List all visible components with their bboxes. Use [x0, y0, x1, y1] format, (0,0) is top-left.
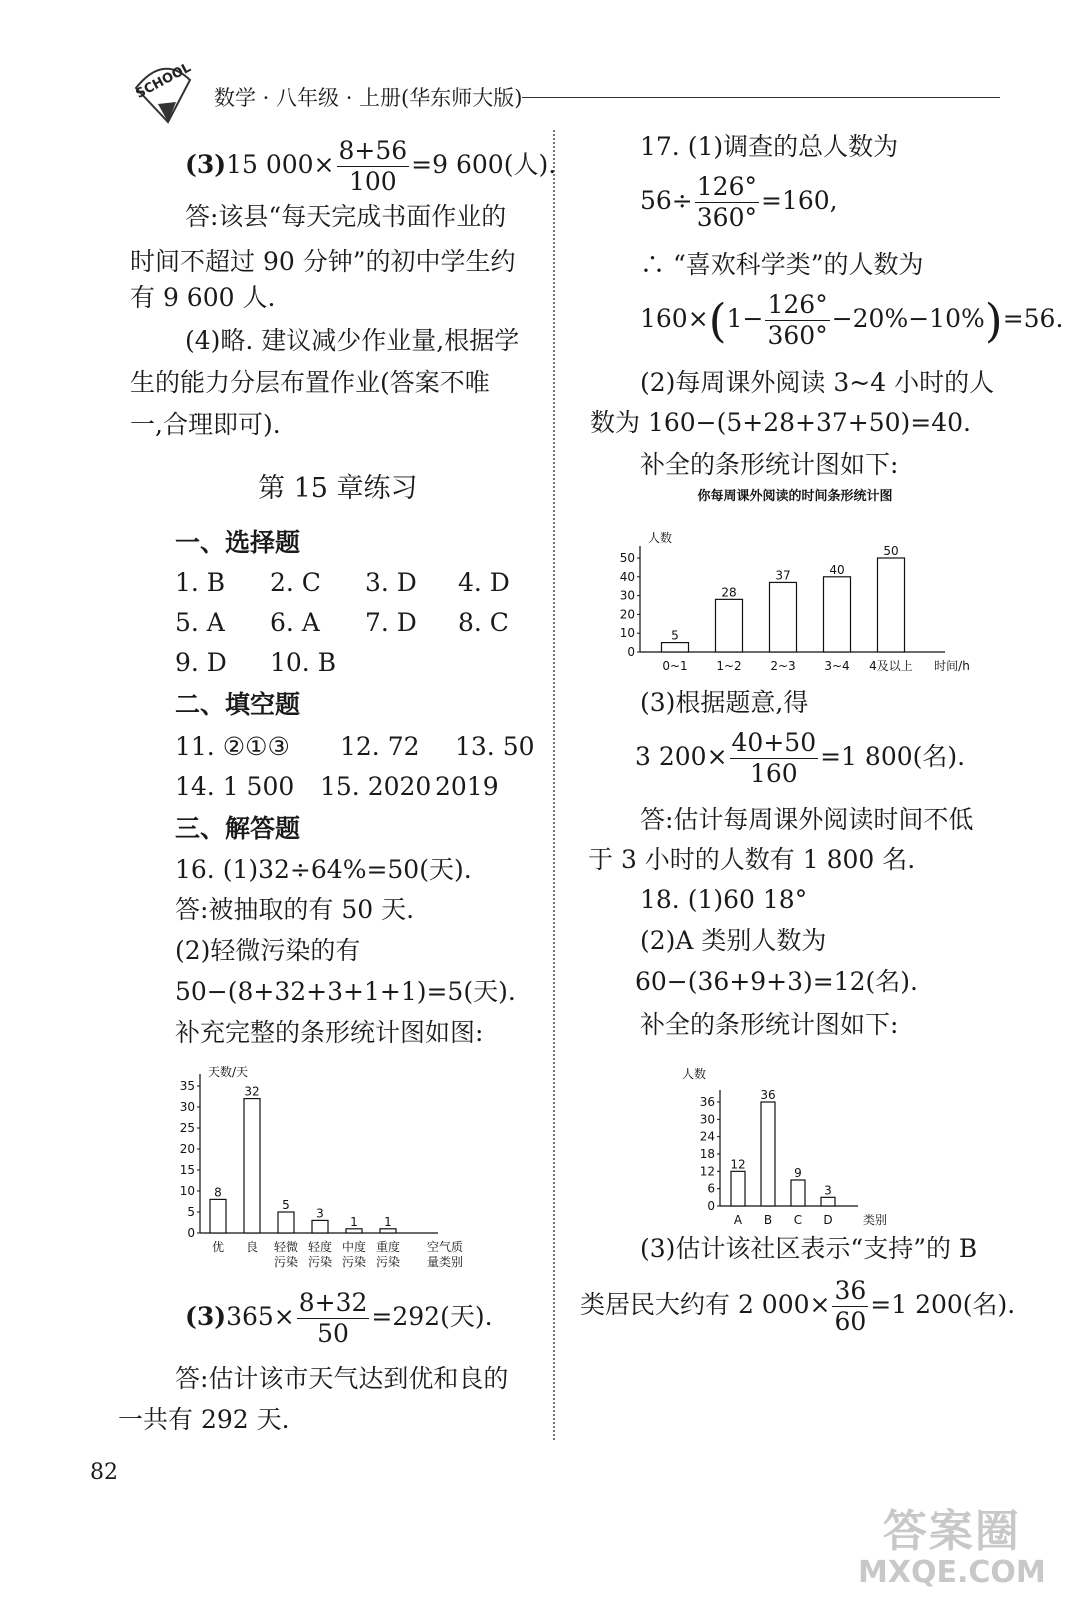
q16-line: 16. (1)32÷64%=50(天).: [175, 855, 472, 884]
q16-line: 50−(8+32+3+1+1)=5(天).: [175, 977, 516, 1006]
q17-line: 17. (1)调查的总人数为: [640, 132, 899, 161]
bar: [716, 599, 743, 652]
y-tick-label: 0: [707, 1199, 715, 1213]
x-tick-label: 轻度: [307, 1240, 333, 1254]
data-label: 1: [384, 1214, 392, 1229]
choice-answer: 3. D: [365, 568, 417, 597]
q17-calc: 56÷ $\frac{126^\circ}{360^\circ}$ =160,: [640, 172, 838, 232]
x-axis-label: 时间/h: [934, 659, 970, 673]
y-tick-label: 15: [179, 1163, 195, 1177]
fraction: $\frac{40+50}{160}$: [731, 728, 817, 788]
answer-line: 有 9 600 人.: [130, 283, 276, 312]
bar: [662, 643, 689, 652]
q17-line: (3)根据题意,得: [640, 688, 809, 717]
y-tick-label: 10: [179, 1184, 195, 1198]
y-tick-label: 24: [699, 1129, 715, 1144]
data-label: 5: [282, 1198, 290, 1212]
x-axis-label: 量类别: [426, 1255, 464, 1269]
data-label: 50: [883, 544, 899, 558]
q17-line: ∴ “喜欢科学类”的人数为: [640, 250, 924, 279]
x-tick-label: D: [823, 1213, 833, 1227]
fraction: $\frac{36}{60}$: [834, 1276, 867, 1336]
data-label: 5: [671, 628, 679, 643]
choice-answer: 6. A: [270, 608, 320, 637]
fill-answer: 15. 2020: [320, 772, 432, 801]
fill-answer: 14. 1 500: [175, 772, 295, 801]
data-label: 32: [244, 1084, 260, 1099]
data-label: 8: [214, 1185, 222, 1200]
q17-line: 补全的条形统计图如下:: [640, 450, 899, 479]
bar: [278, 1212, 294, 1233]
answer-line: 答:估计每周课外阅读时间不低: [640, 805, 974, 834]
section-heading: 三、解答题: [175, 814, 301, 843]
data-label: 37: [775, 568, 791, 583]
x-tick-label: 优: [211, 1240, 225, 1254]
bar: [380, 1229, 396, 1233]
x-tick-label: 污染: [273, 1255, 299, 1269]
q16-line: 补充完整的条形统计图如图:: [175, 1018, 484, 1047]
air-quality-bar-chart: [170, 1058, 480, 1278]
x-tick-label: A: [733, 1213, 743, 1227]
choice-answer: 2. C: [270, 568, 321, 597]
y-tick-label: 50: [619, 551, 635, 565]
data-label: 3: [316, 1206, 324, 1221]
data-label: 40: [829, 562, 845, 577]
q18-line: (2)A 类别人数为: [640, 926, 827, 955]
choice-answer: 5. A: [175, 608, 225, 637]
x-tick-label: 3~4: [824, 659, 850, 673]
data-label: 9: [794, 1166, 802, 1180]
bar: [731, 1171, 745, 1206]
y-tick-label: 6: [707, 1181, 715, 1196]
q18-line: 补全的条形统计图如下:: [640, 1010, 899, 1039]
answer-line: 答:估计该市天气达到优和良的: [175, 1364, 509, 1393]
bar: [761, 1102, 775, 1206]
q18-calc: 类居民大约有 2 000× $\frac{36}{60}$ =1 200(名).: [580, 1276, 1016, 1336]
chapter-title: 第 15 章练习: [258, 473, 418, 504]
column-divider: [553, 130, 555, 1440]
bar: [244, 1099, 260, 1233]
watermark-logo: 答案圈: [882, 1506, 1021, 1557]
y-tick-label: 25: [179, 1121, 195, 1135]
q16-line: 答:被抽取的有 50 天.: [175, 895, 415, 924]
y-axis-label: 天数/天: [208, 1065, 249, 1079]
y-axis-label: 人数: [648, 531, 673, 545]
reading-time-bar-chart: [600, 486, 1000, 686]
x-tick-label: 良: [245, 1240, 259, 1254]
y-tick-label: 10: [619, 626, 635, 641]
y-tick-label: 20: [619, 607, 635, 622]
y-tick-label: 5: [187, 1205, 195, 1219]
section-heading: 二、填空题: [175, 690, 301, 719]
q15-3-line: (3)15 000× $\frac{8+56}{100}$ =9 600(人).: [185, 136, 557, 196]
bar: [821, 1197, 835, 1206]
fraction: $\frac{126^\circ}{360^\circ}$: [767, 290, 828, 350]
answer-line: 于 3 小时的人数有 1 800 名.: [588, 845, 916, 874]
q15-4-line: (4)略. 建议减少作业量,根据学: [185, 326, 520, 355]
choice-answer: 4. D: [458, 568, 510, 597]
bar: [791, 1180, 805, 1206]
bar: [770, 582, 797, 652]
x-tick-label: 2~3: [770, 659, 796, 673]
x-tick-label: 污染: [307, 1255, 333, 1269]
y-tick-label: 36: [699, 1095, 715, 1109]
answer-line: 答:该县“每天完成书面作业的: [185, 202, 507, 231]
fraction: $\frac{8+32}{50}$: [298, 1288, 368, 1348]
x-tick-label: 1~2: [716, 659, 742, 673]
header-rule: [522, 97, 1000, 98]
y-tick-label: 0: [187, 1226, 195, 1240]
fill-answer: 2019: [435, 772, 499, 801]
category-bar-chart: [670, 1058, 900, 1228]
watermark: [858, 1508, 1046, 1590]
choice-answer: 10. B: [270, 648, 337, 677]
school-logo: [128, 58, 198, 126]
answer-line: 时间不超过 90 分钟”的初中学生约: [130, 247, 516, 276]
bar: [312, 1220, 328, 1233]
x-tick-label: 重度: [375, 1240, 401, 1254]
y-tick-label: 0: [627, 645, 635, 659]
bar: [210, 1199, 226, 1233]
x-tick-label: 中度: [341, 1240, 367, 1254]
data-label: 1: [350, 1214, 358, 1229]
q18-line: (3)估计该社区表示“支持”的 B: [640, 1234, 978, 1263]
y-tick-label: 30: [699, 1112, 715, 1127]
y-tick-label: 30: [179, 1100, 195, 1114]
q16-3-line: (3)365× $\frac{8+32}{50}$ =292(天).: [185, 1288, 493, 1348]
answer-line: 一共有 292 天.: [118, 1405, 290, 1434]
watermark-url: MXQE.COM: [858, 1555, 1046, 1590]
q15-4-line: 一,合理即可).: [130, 410, 281, 439]
data-label: 12: [730, 1157, 746, 1172]
header-title: 数学 · 八年级 · 上册(华东师大版): [214, 86, 523, 110]
section-heading: 一、选择题: [175, 528, 301, 557]
fill-answer: 12. 72: [340, 732, 420, 761]
y-tick-label: 30: [619, 588, 635, 603]
page-number: 82: [90, 1460, 118, 1485]
q18-line: 60−(36+9+3)=12(名).: [635, 967, 918, 996]
x-tick-label: B: [763, 1213, 773, 1227]
q17-calc: 160×(1− $\frac{126^\circ}{360^\circ}$ −20%−10%)=56.: [640, 290, 1064, 350]
data-label: 36: [760, 1088, 776, 1102]
x-tick-label: 污染: [375, 1255, 401, 1269]
x-axis-label: 类别: [862, 1213, 888, 1227]
chart-title: 你每周课外阅读的时间条形统计图: [697, 489, 893, 504]
data-label: 3: [824, 1183, 832, 1198]
choice-answer: 7. D: [365, 608, 417, 637]
bar: [346, 1229, 362, 1233]
y-tick-label: 20: [179, 1142, 195, 1156]
q18-line: 18. (1)60 18°: [640, 885, 808, 914]
fraction: $\frac{126^\circ}{360^\circ}$: [696, 172, 757, 232]
x-tick-label: C: [793, 1213, 803, 1227]
x-tick-label: 轻微: [273, 1240, 299, 1254]
fill-answer: 13. 50: [455, 732, 535, 761]
q15-4-line: 生的能力分层布置作业(答案不唯: [130, 368, 490, 397]
q16-line: (2)轻微污染的有: [175, 936, 361, 965]
fill-answer: 11. ②①③: [175, 732, 290, 761]
y-tick-label: 12: [699, 1164, 715, 1179]
logo-text: SCHOOL: [133, 60, 194, 102]
q17-line: 数为 160−(5+28+37+50)=40.: [590, 408, 972, 437]
choice-answer: 8. C: [458, 608, 509, 637]
choice-answer: 9. D: [175, 648, 227, 677]
q17-line: (2)每周课外阅读 3~4 小时的人: [640, 368, 995, 397]
x-tick-label: 4及以上: [869, 659, 913, 673]
y-tick-label: 40: [619, 569, 635, 584]
bar: [878, 558, 905, 652]
fraction: $\frac{8+56}{100}$: [338, 136, 408, 196]
x-axis-label: 空气质: [426, 1240, 464, 1254]
x-tick-label: 0~1: [662, 659, 688, 673]
choice-answer: 1. B: [175, 568, 226, 597]
q17-calc: 3 200× $\frac{40+50}{160}$ =1 800(名).: [635, 728, 966, 788]
data-label: 28: [721, 585, 737, 600]
y-tick-label: 18: [699, 1147, 715, 1161]
y-tick-label: 35: [179, 1079, 195, 1093]
bar: [824, 577, 851, 652]
y-axis-label: 人数: [682, 1067, 707, 1081]
x-tick-label: 污染: [341, 1255, 367, 1269]
